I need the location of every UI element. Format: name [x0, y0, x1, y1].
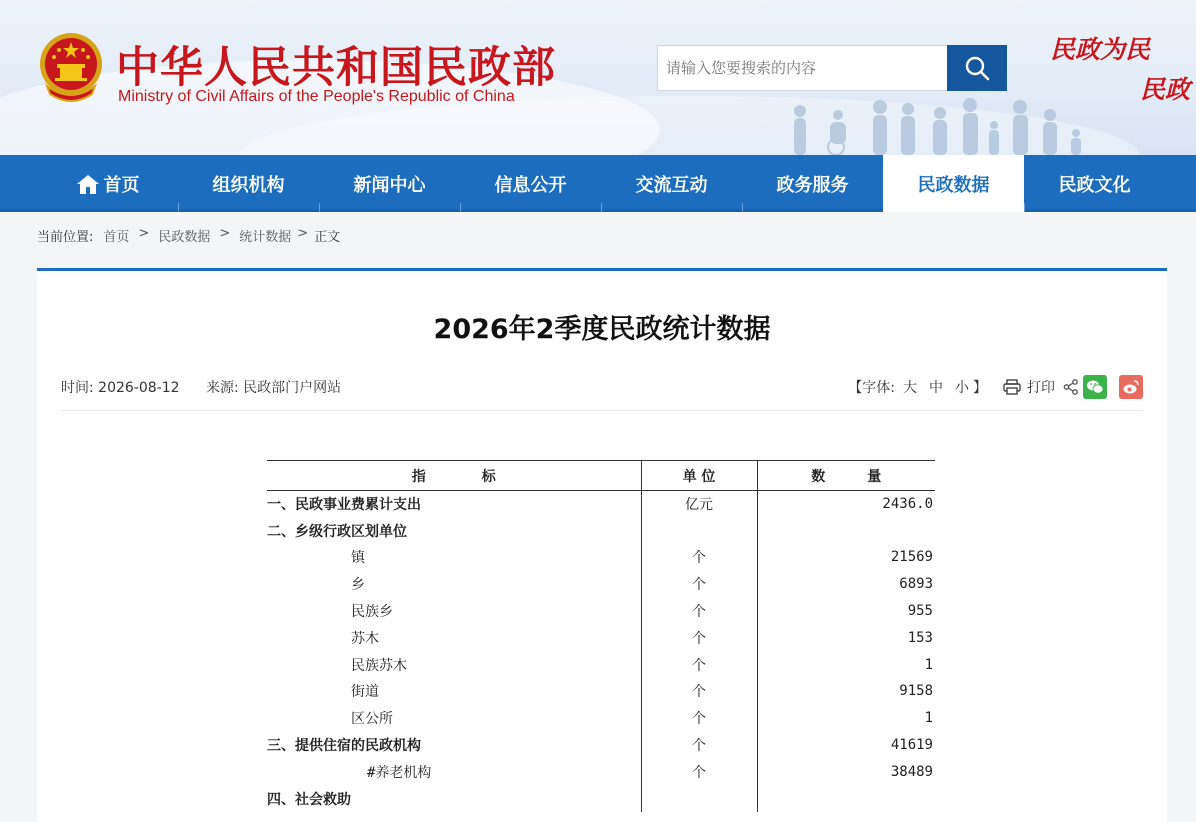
table-row: [267, 598, 935, 625]
article-title: 2026年2季度民政统计数据: [433, 314, 771, 345]
indicator-cell: #养老机构: [267, 758, 641, 785]
search-button[interactable]: [947, 45, 1007, 91]
main-nav: [0, 155, 1196, 212]
site-subtitle: Ministry of Civil Affairs of the People's Republic of China: [118, 88, 515, 105]
nav-item-label: 组织机构: [212, 174, 285, 196]
weibo-icon: [1122, 379, 1140, 395]
unit-cell: 个: [641, 758, 757, 785]
unit-cell: 亿元: [641, 491, 757, 518]
breadcrumb-separator: >: [297, 226, 309, 241]
print-label: 打印: [1027, 380, 1055, 396]
value-cell: 38489: [890, 763, 933, 780]
table-header-row: [267, 461, 935, 491]
nav-item-data[interactable]: [883, 155, 1024, 212]
share-icon[interactable]: [1063, 379, 1079, 395]
indicator-cell: 民族苏木: [267, 651, 641, 678]
value-cell: 9158: [899, 683, 933, 700]
table-row: [267, 651, 935, 678]
printer-icon: [1003, 379, 1021, 395]
statistics-table: [267, 460, 935, 812]
font-medium-button[interactable]: 中: [929, 380, 943, 396]
indicator-cell: 镇: [267, 544, 641, 571]
wechat-share-button[interactable]: [1083, 375, 1107, 399]
nav-item-info-disclosure[interactable]: [460, 155, 601, 212]
unit-cell: [641, 517, 757, 544]
nav-item-label: 新闻中心: [353, 174, 426, 196]
value-cell: 41619: [890, 737, 933, 754]
breadcrumb: [37, 226, 340, 245]
main-nav-items: [37, 155, 1165, 212]
breadcrumb-label: 当前位置:: [37, 230, 94, 245]
table-row: [267, 517, 935, 544]
indicator-cell: 三、提供住宿的民政机构: [267, 732, 641, 759]
indicator-cell: 民族乡: [267, 598, 641, 625]
breadcrumb-current: 正文: [314, 230, 341, 245]
breadcrumb-separator: >: [219, 226, 231, 241]
slogan: 民政为民: [1050, 35, 1151, 64]
wechat-icon: [1086, 379, 1104, 395]
indicator-cell: 一、民政事业费累计支出: [267, 491, 641, 518]
home-icon: [76, 173, 100, 195]
column-header-indicator: 指 标: [267, 461, 641, 491]
table-row: [267, 678, 935, 705]
people-silhouette-icon: [780, 95, 1100, 155]
search-input[interactable]: [657, 45, 947, 91]
column-header-unit: 单 位: [641, 461, 757, 491]
publish-date: 时间: 2026-08-12: [61, 380, 180, 396]
nav-item-label: 民政文化: [1058, 174, 1131, 196]
site-title: 中华人民共和国民政部: [116, 43, 556, 93]
table-row: [267, 785, 935, 812]
nav-item-label: 交流互动: [635, 174, 708, 196]
column-header-value: 数 量: [757, 461, 935, 491]
nav-item-services[interactable]: [742, 155, 883, 212]
indicator-cell: 苏木: [267, 624, 641, 651]
unit-cell: 个: [641, 678, 757, 705]
nav-item-home[interactable]: [37, 155, 178, 212]
font-size-label-close: 】: [973, 380, 987, 396]
unit-cell: 个: [641, 544, 757, 571]
unit-cell: 个: [641, 705, 757, 732]
nav-item-label: 政务服务: [776, 174, 849, 196]
font-large-button[interactable]: 大: [903, 380, 917, 396]
nav-item-label: 民政数据: [917, 174, 990, 196]
site-header: [0, 0, 1196, 155]
font-small-button[interactable]: 小: [955, 380, 969, 396]
unit-cell: [641, 785, 757, 812]
nav-item-interaction[interactable]: [601, 155, 742, 212]
unit-cell: 个: [641, 651, 757, 678]
national-emblem-icon: [37, 30, 105, 102]
font-size-label: 【字体:: [848, 380, 895, 396]
print-button[interactable]: [1003, 377, 1055, 397]
unit-cell: 个: [641, 571, 757, 598]
article-tools: [848, 375, 1143, 399]
table-row: [267, 544, 935, 571]
article-container: [37, 271, 1167, 822]
table-row: [267, 732, 935, 759]
search-icon: [964, 55, 990, 81]
breadcrumb-separator: >: [138, 226, 150, 241]
breadcrumb-statistics-link[interactable]: 统计数据: [239, 230, 292, 245]
indicator-cell: 四、社会救助: [267, 785, 641, 812]
slogan: 民政: [1140, 75, 1191, 104]
value-cell: 955: [907, 603, 933, 620]
table-row: [267, 624, 935, 651]
article-meta: [61, 377, 363, 397]
nav-item-label: 信息公开: [494, 174, 567, 196]
weibo-share-button[interactable]: [1119, 375, 1143, 399]
value-cell: [757, 785, 935, 812]
nav-item-label: 首页: [103, 174, 140, 196]
unit-cell: 个: [641, 598, 757, 625]
value-cell: 153: [907, 629, 933, 646]
divider: [61, 410, 1143, 411]
table-row: [267, 705, 935, 732]
indicator-cell: 二、乡级行政区划单位: [267, 517, 641, 544]
article-source: 来源: 民政部门户网站: [205, 380, 342, 396]
unit-cell: 个: [641, 624, 757, 651]
value-cell: 2436.0: [882, 496, 933, 513]
value-cell: [757, 517, 935, 544]
nav-item-culture[interactable]: [1024, 155, 1165, 212]
value-cell: 1: [924, 710, 933, 727]
value-cell: 21569: [890, 549, 933, 566]
indicator-cell: 区公所: [267, 705, 641, 732]
unit-cell: 个: [641, 732, 757, 759]
indicator-cell: 街道: [267, 678, 641, 705]
table-row: [267, 571, 935, 598]
breadcrumb-data-link[interactable]: 民政数据: [158, 230, 211, 245]
indicator-cell: 乡: [267, 571, 641, 598]
nav-item-organization[interactable]: [178, 155, 319, 212]
nav-item-news[interactable]: [319, 155, 460, 212]
search-box: [657, 45, 1007, 91]
table-row: [267, 491, 935, 518]
breadcrumb-home-link[interactable]: 首页: [103, 230, 130, 245]
value-cell: 1: [924, 656, 933, 673]
value-cell: 6893: [899, 576, 933, 593]
table-row: [267, 758, 935, 785]
